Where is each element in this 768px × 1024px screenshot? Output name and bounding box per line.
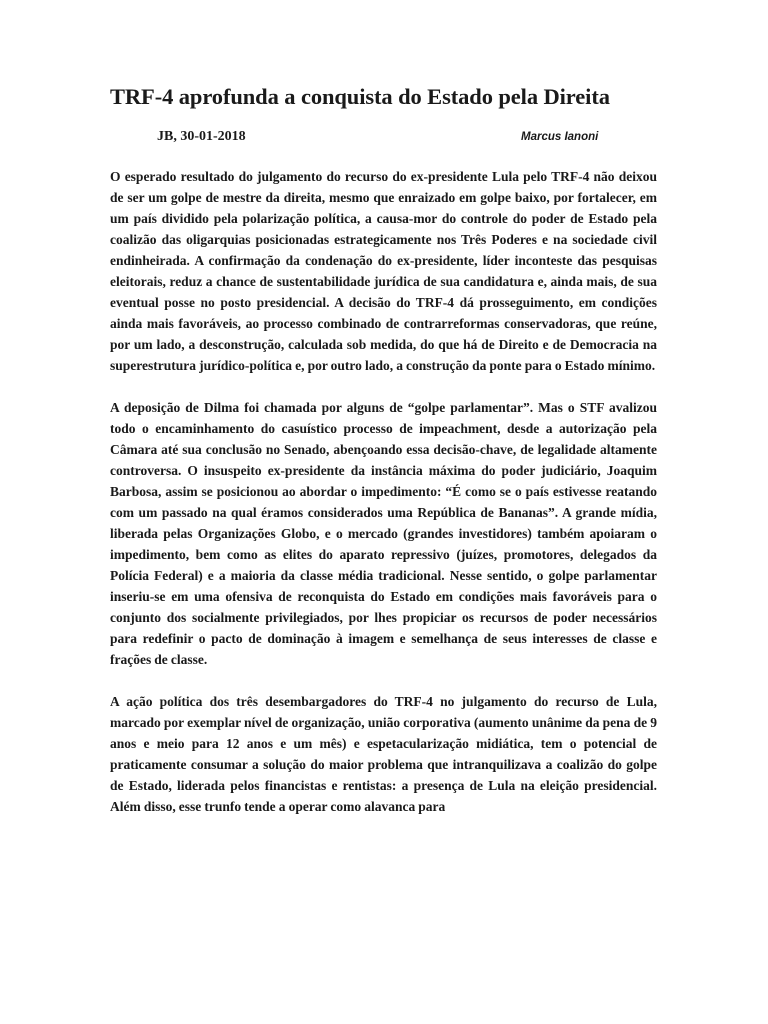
article-body — [110, 166, 657, 817]
author-name: Marcus Ianoni — [521, 131, 599, 143]
paragraph-1: O esperado resultado do julgamento do recurso do ex-presidente Lula pelo TRF-4 não deixou de ser um golpe de mestre da direita, mesmo que enraizado em golpe baixo, por fortalecer, em um país dividido pela polarização política, a causa-mor do controle do poder de Estado pela coalizão das oligarquias posicionadas estrategicamente nos Três Poderes e na sociedade civil endinheirada. A confirmação da condenação do ex-presidente, líder inconteste das pesquisas eleitorais, reduz a chance de sustentabilidade jurídica de sua candidatura e, ainda mais, de sua eventual posse no posto presidencial. A decisão do TRF-4 dá prosseguimento, em condições ainda mais favoráveis, ao processo combinado de contrarreformas conservadoras, que reúne, por um lado, a desconstrução, calculada sob medida, do que há de Direito e de Democracia na superestrutura jurídico-política e, por outro lado, a construção da ponte para o Estado mínimo. — [110, 169, 657, 373]
source-date: JB, 30-01-2018 — [157, 129, 246, 144]
paragraph-3: A ação política dos três desembargadores do TRF-4 no julgamento do recurso de Lula, marcado por exemplar nível de organização, união corporativa (aumento unânime da pena de 9 anos e meio para 12 anos e um mês) e espetacularização midiática, tem o potencial de praticamente consumar a solução do maior problema que intranquilizava a coalizão do golpe de Estado, liderada pelos financistas e rentistas: a presença de Lula na eleição presidencial. Além disso, esse trunfo tende a operar como alavanca para — [110, 694, 657, 814]
paragraph-2: A deposição de Dilma foi chamada por alguns de “golpe parlamentar”. Mas o STF avalizou todo o encaminhamento do casuístico processo de impeachment, desde a autorização pela Câmara até sua conclusão no Senado, abençoando essa decisão-chave, de legalidade altamente controversa. O insuspeito ex-presidente da instância máxima do poder judiciário, Joaquim Barbosa, assim se posicionou ao abordar o impedimento: “É como se o país estivesse reatando com um passado na qual éramos considerados uma República de Bananas”. A grande mídia, liberada pelas Organizações Globo, e o mercado (grandes investidores) também apoiaram o impedimento, bem como as elites do aparato repressivo (juízes, promotores, delegados da Polícia Federal) e a maioria da classe média tradicional. Nesse sentido, o golpe parlamentar inseriu-se em uma ofensiva de reconquista do Estado em condições mais favoráveis para o conjunto dos socialmente privilegiados, por lhes propiciar os recursos de poder necessários para redefinir o pacto de dominação à imagem e semelhança de seus interesses de classe e frações de classe. — [110, 400, 657, 667]
article-title: TRF-4 aprofunda a conquista do Estado pela Direita — [110, 84, 610, 109]
